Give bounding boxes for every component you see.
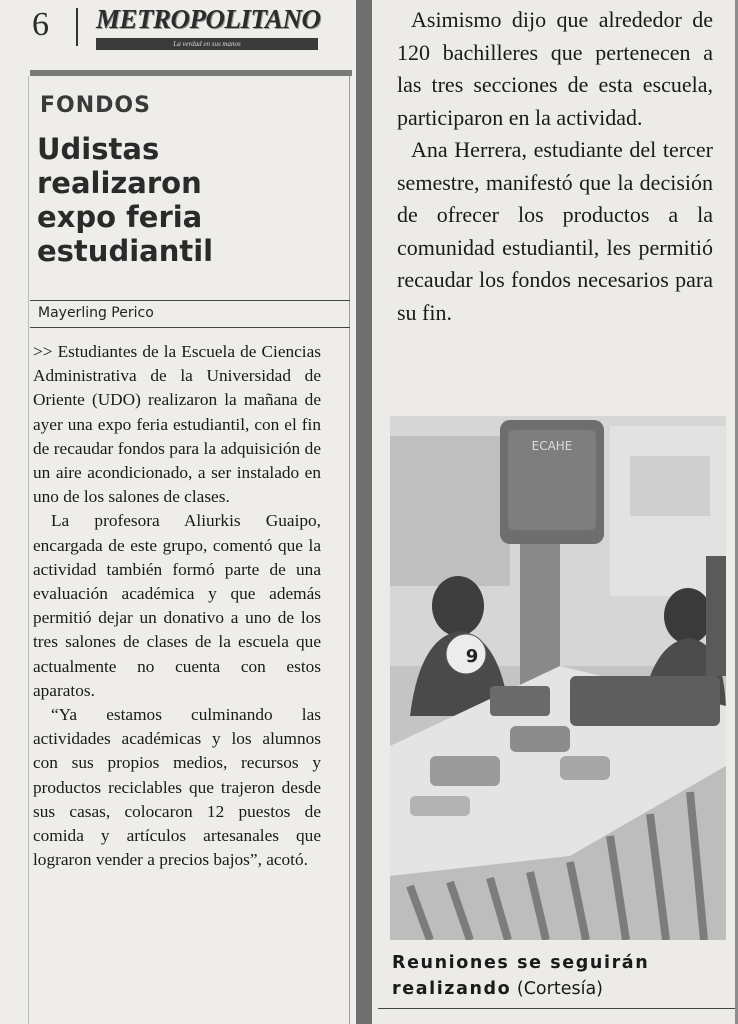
- caption-credit: (Cortesía): [516, 979, 603, 999]
- headline-line: realizaron: [37, 166, 202, 200]
- newspaper-tagline: La verdad en sus manos: [96, 38, 318, 50]
- headline-line: Udistas: [37, 132, 160, 166]
- article-paragraph: La profesora Aliurkis Guaipo, encargada de este grupo, comentó que la actividad también formó parte de una evaluación académica y que además permitió dejar un donativo a uno de los tres salones de clases de la escuela que actualmente no cuenta con estos aparatos.: [33, 511, 321, 700]
- article-continuation: [397, 4, 713, 329]
- table-card-text: 9: [465, 646, 479, 667]
- byline-rule-top: [30, 300, 350, 301]
- byline: Mayerling Perico: [38, 305, 154, 321]
- article-paragraph: Ana Herrera, estudiante del tercer semestre, manifestó que la decisión de ofrecer los productos a la comunidad estudiantil, les permitió recaudar los fondos necesarios para su fin.: [397, 137, 713, 325]
- headline-line: expo feria: [37, 200, 203, 234]
- newspaper-logo: METROPOLITANO: [96, 4, 321, 34]
- masthead-rule: [30, 70, 352, 76]
- masthead-separator: [76, 8, 78, 46]
- photo-caption: [392, 950, 726, 1002]
- column-rule-left: [28, 76, 29, 1024]
- caption-rule: [378, 1008, 736, 1009]
- photo-illustration: [390, 416, 726, 940]
- headline: [37, 132, 337, 268]
- page-gutter: [356, 0, 372, 1024]
- headline-line: estudiantil: [37, 234, 214, 268]
- article-paragraph: >> Estudiantes de la Escuela de Ciencias Administrativa de la Universidad de Oriente (UDO) realizaron la mañana de ayer una expo feria estudiantil, con el fin de recaudar fondos para la adquisición de un aire acondicionado, a ser instalado en uno de los salones de clases.: [33, 342, 321, 507]
- article-paragraph: “Ya estamos culminando las actividades académicas y los alumnos con sus propios medios, recursos y productos reciclables que trajeron desde sus casas, colocaron 12 puestos de comida y artículos artesanales que lograron vender a precios bajos”, acotó.: [33, 705, 321, 870]
- column-rule-right: [349, 76, 350, 1024]
- article-body: [33, 340, 321, 1024]
- section-label: FONDOS: [40, 93, 151, 118]
- article-photo: [390, 416, 726, 940]
- article-paragraph: Asimismo dijo que alrededor de 120 bachilleres que pertenecen a las tres secciones de esta escuela, participaron en la actividad.: [397, 7, 713, 130]
- sign-text: ECAHE: [531, 439, 573, 453]
- page-number: 6: [32, 6, 49, 43]
- byline-rule-bottom: [30, 327, 350, 328]
- caption-bold: Reuniones se seguirán realizando: [392, 953, 650, 999]
